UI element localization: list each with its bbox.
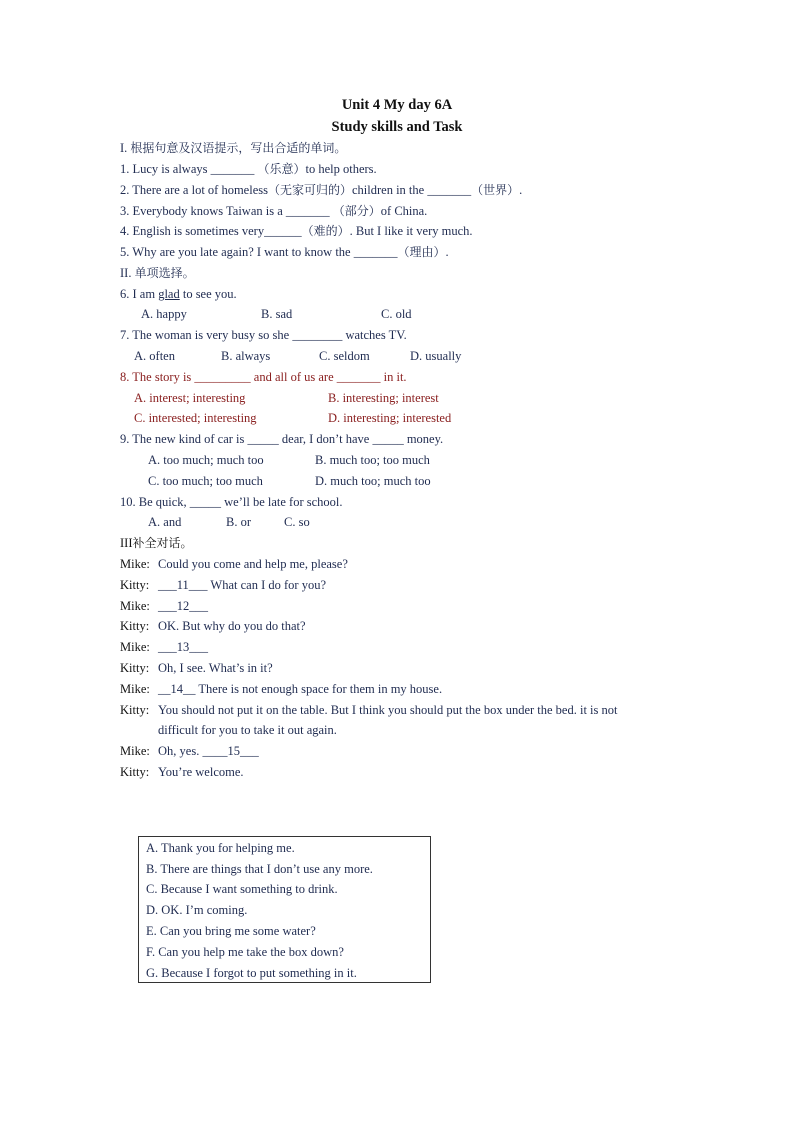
dialogue-text: __14__ There is not enough space for them in my house. [158,682,443,696]
choice-item: D. OK. I’m coming. [146,903,248,917]
choice-item: A. Thank you for helping me. [146,841,295,855]
q10-option-a: A. and [148,515,182,529]
q6-option-b: B. sad [261,307,293,321]
q6-underlined-word: glad [158,287,180,301]
dialogue-text: Oh, yes. ____15___ [158,744,259,758]
dialogue-line [120,702,617,718]
q8-option-c: C. interested; interesting [134,411,257,425]
dialogue-line [120,660,273,676]
dialogue-text: ___13___ [158,640,208,654]
section3-heading [120,535,193,551]
dialogue-line-continuation [120,722,337,738]
speaker-label: Mike: [120,682,150,696]
page-title: Unit 4 My day 6A [341,97,453,113]
dialogue-line [120,598,208,614]
question-4 [120,223,473,239]
q2-hint: （无家可归的） [267,183,352,197]
q4-hint: （难的） [301,224,350,238]
dialogue-text: difficult for you to take it out again. [158,723,337,737]
q6-text: 6. I am [120,287,159,301]
dialogue-line [120,639,208,655]
q4-text-end: . But I like it very much. [349,224,473,238]
dialogue-line [120,681,442,697]
q2-text-end: . [519,183,523,197]
q2-hint-2: （世界） [471,183,520,197]
speaker-label: Mike: [120,557,150,571]
question-7: 7. The woman is very busy so she ________ watches TV. [120,328,407,342]
q3-text-end: of China. [380,204,428,218]
choice-item: E. Can you bring me some water? [146,924,316,938]
speaker-label: Kitty: [120,578,150,592]
answer-choices-box [138,836,431,983]
speaker-label: Mike: [120,744,150,758]
dialogue-line [120,618,306,634]
q4-text: 4. English is sometimes very______ [120,224,302,238]
section3-heading-text: 补全对话。 [132,536,193,550]
section1-heading [120,140,346,156]
q5-text: 5. Why are you late again? I want to know the _______ [120,245,398,259]
q7-option-c: C. seldom [319,349,370,363]
q9-option-a: A. too much; much too [148,453,264,467]
section2-heading-text: 单项选择。 [134,266,195,280]
page-subtitle: Study skills and Task [331,119,463,135]
speaker-label: Kitty: [120,765,150,779]
question-5 [120,244,449,260]
dialogue-line [120,577,326,593]
q7-option-a: A. often [134,349,175,363]
q9-option-d: D. much too; much too [315,474,431,488]
q6-option-a: A. happy [141,307,187,321]
section2-heading-prefix: II. [120,266,135,280]
section1-heading-text: 根据句意及汉语提示，写出合适的单词。 [130,141,347,155]
q3-text: 3. Everybody knows Taiwan is a _______ [120,204,333,218]
question-6 [120,286,237,302]
speaker-label: Mike: [120,599,150,613]
q8-option-a: A. interest; interesting [134,391,246,405]
question-2 [120,182,522,198]
choice-item: B. There are things that I don’t use any more. [146,862,373,876]
dialogue-line [120,556,348,572]
choice-item: G. Because I forgot to put something in it. [146,966,357,980]
section1-heading-prefix: I. [120,141,131,155]
question-3 [120,203,427,219]
dialogue-text: ___12___ [158,599,208,613]
q10-option-c: C. so [284,515,310,529]
q5-text-end: . [445,245,449,259]
q8-option-b: B. interesting; interest [328,391,439,405]
question-9: 9. The new kind of car is _____ dear, I don’t have _____ money. [120,432,444,446]
dialogue-text: OK. But why do you do that? [158,619,306,633]
dialogue-text: Oh, I see. What’s in it? [158,661,273,675]
q7-option-b: B. always [221,349,271,363]
speaker-label: Kitty: [120,661,150,675]
choice-item: F. Can you help me take the box down? [146,945,344,959]
dialogue-text: You’re welcome. [158,765,244,779]
q2-text: 2. There are a lot of homeless [120,183,268,197]
dialogue-text: You should not put it on the table. But I think you should put the box under the bed. it is not [158,703,618,717]
dialogue-line [120,743,259,759]
question-10: 10. Be quick, _____ we’ll be late for school. [120,495,343,509]
q3-hint: （部分） [332,204,381,218]
q9-option-c: C. too much; too much [148,474,263,488]
speaker-label: Mike: [120,640,150,654]
choice-item: C. Because I want something to drink. [146,882,338,896]
q1-text-end: to help others. [305,162,377,176]
speaker-label: Kitty: [120,703,150,717]
q1-text: 1. Lucy is always _______ [120,162,258,176]
section2-heading [120,265,195,281]
q5-hint: （理由） [397,245,446,259]
q1-hint: （乐意） [257,162,306,176]
section3-heading-prefix: III [120,536,133,550]
q2-text-mid: children in the _______ [352,183,472,197]
q8-option-d: D. interesting; interested [328,411,452,425]
question-8: 8. The story is _________ and all of us are _______ in it. [120,370,407,384]
q7-option-d: D. usually [410,349,462,363]
speaker-label: Kitty: [120,619,150,633]
q9-option-b: B. much too; too much [315,453,430,467]
dialogue-text: ___11___ What can I do for you? [158,578,327,592]
dialogue-text: Could you come and help me, please? [158,557,348,571]
q10-option-b: B. or [226,515,251,529]
question-1 [120,161,377,177]
q6-option-c: C. old [381,307,412,321]
q6-text-end: to see you. [179,287,237,301]
dialogue-line [120,764,244,780]
